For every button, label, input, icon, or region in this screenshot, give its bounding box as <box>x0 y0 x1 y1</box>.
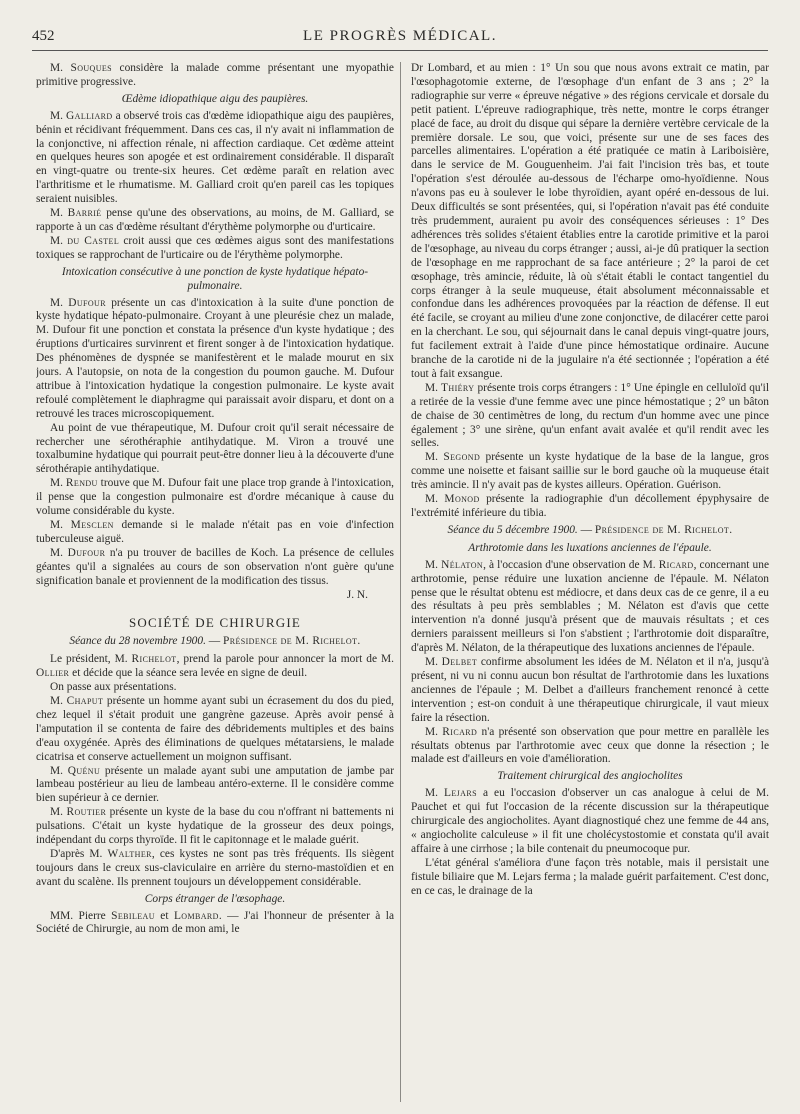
text-run: , ces kystes ne sont pas très fréquents. Ils siègent toujours dans le creux sus-claviculaire en arrière du sterno-mastoïdien et en avant du scalène. Ils prennent toujours un développement considérable. <box>36 847 394 888</box>
text-run: présente un malade ayant subi une amputation de jambe par lambeau postérieur au lieu de lambeau antéro-externe. Il le considère comme bien supérieur à ce dernier. <box>36 764 394 805</box>
text-run: présente un cas d'intoxication à la suite d'une ponction de kyste hydatique hépato-pulmonaire. Croyant à une pleurésie chez un malade, M. Dufour fit une ponction et constata la présence d'un kyste hydatique ; des éruptions d'urticaires survinrent et firent songer à de l'intoxication hydatique. Des phénomènes de dyspnée se manifestèrent et le malade mourut en six jours. A l'autopsie, on nota de la congestion du poumon gauche. M. Dufour attribue à l'intoxication hydatique la congestion pulmonaire. Le kyste avait refoulé complètement le diaphragme qui paraissait avoir disparu, et dont on a retrouvé les traces microscopiquement. <box>36 296 394 420</box>
paragraph <box>36 297 394 422</box>
session-date: Séance du 28 novembre 1900. <box>69 635 206 648</box>
paragraph <box>411 382 769 452</box>
text-run: Le président, M. <box>50 653 132 666</box>
text-run: M. <box>425 725 443 738</box>
text-run: , concernant une arthrotomie, pense réduire une luxation ancienne de l'épaule. M. Nélaton pense que le résultat obtenu est médiocre, et dans deux cas de ce genre, il a eu des résultats à peu près semblables ; M. Nélaton est d'avis que cette intervention n'a donné jusqu'à présent que de mauvais résultats ; et ces derniers paraissent meilleurs si l'on s'abstient ; l'arthrotomie doit disparaître, d'après M. Nélaton, de la thérapeutique des luxations anciennes de l'épaule. <box>411 558 769 655</box>
person-name: Richelot <box>131 653 177 666</box>
text-run: M. <box>50 806 67 819</box>
paragraph <box>36 477 394 519</box>
text-run: présente un homme ayant subi un écrasement du dos du pied, chez lequel il s'était produit une gangrène gazeuse. Après avoir pensé à l'amputation il se contenta de faire des débridements multiples et des bains d'eau oxygénée. Après des éliminations de quelques métatarsiens, le malade cicatrisa et conserve actuellement un moignon suffisant. <box>36 694 394 763</box>
paragraph <box>36 207 394 235</box>
text-run: n'a présenté son observation que pour mettre en parallèle les résultats obtenus par l'arthrotomie avec ceux que donne la résection ; le malade est d'ailleurs en voie d'amélioration. <box>411 725 769 766</box>
text-run: On passe aux présentations. <box>50 681 177 694</box>
text-run: a eu l'occasion d'observer un cas analogue à celui de M. Pauchet et qui fut l'occasion de la récente discussion sur la thérapeutique chirurgicale des angiocholites. Ayant diagnostiqué chez une femme de 44 ans, « angiocholite calculeuse » il fit une cholécystostomie et constata qu'il avait affaire à une cirrhose ; la bile contenait du pneumocoque pur. <box>411 787 769 855</box>
text-run: et <box>154 909 174 922</box>
text-run: MM. Pierre <box>50 909 112 922</box>
text-run: croit aussi que ces œdèmes aigus sont des manifestations toxiques se rapprochant de l'urticaire ou de l'érythème polymorphe. <box>36 234 394 261</box>
person-name: Barrié <box>67 207 102 220</box>
person-name: Dufour <box>67 546 106 559</box>
text-run: et décide que la séance sera levée en signe de deuil. <box>69 667 308 680</box>
paragraph <box>411 493 769 521</box>
paragraph <box>36 547 394 589</box>
paragraph <box>411 62 769 382</box>
paragraph <box>36 235 394 263</box>
text-run: M. <box>50 519 71 531</box>
page-number: 452 <box>32 28 55 44</box>
paragraph <box>36 910 394 938</box>
text-run: considère la malade comme présentant une myopathie primitive progressive. <box>36 62 394 88</box>
session-date: Séance du 5 décembre 1900. <box>447 523 578 536</box>
subsection-heading: Corps étranger de l'œsophage. <box>144 892 286 905</box>
paragraph <box>36 848 394 890</box>
paragraph <box>411 726 769 768</box>
paragraph <box>411 451 769 493</box>
paragraph <box>411 559 769 656</box>
person-name: du Castel <box>67 234 120 247</box>
session-president: Richelot. <box>684 523 733 536</box>
person-name: Walther <box>107 847 152 860</box>
text-run: M. <box>425 656 442 669</box>
person-name: Galliard <box>66 109 113 122</box>
right-column <box>411 62 769 1106</box>
paragraph <box>36 806 394 848</box>
paragraph <box>411 787 769 857</box>
journal-title: LE PROGRÈS MÉDICAL. <box>303 28 497 44</box>
text-run: M. <box>425 558 442 571</box>
page-header <box>32 26 768 51</box>
paragraph <box>36 653 394 681</box>
text-run: présente la radiographie d'un décollement épyphysaire de l'extrémité inférieure du tibia. <box>411 493 769 519</box>
person-name: Segond <box>443 451 481 464</box>
text-run: . — J'ai l'honneur de présenter à la Société de Chirurgie, au nom de mon ami, le <box>36 909 394 936</box>
text-run: M. <box>50 109 67 122</box>
person-name: Ollier <box>36 667 70 680</box>
person-name: Mesclen <box>70 519 114 531</box>
paragraph <box>36 765 394 807</box>
text-run: présente trois corps étrangers : 1° Une épingle en celluloïd qu'il a retirée de la vessie d'une femme avec une pince hémostatique ; 2° un bâton de chaise de 30 centimètres de long, du rectum d'un homme avec une pince également ; 3° une sirène, qu'un enfant avait avalée et qu'il rendit avec les selles. <box>411 381 769 450</box>
paragraph <box>411 656 769 726</box>
person-name: Thiéry <box>441 381 475 394</box>
text-run: pense qu'une des observations, au moins, de M. Galliard, se rapporte à un cas d'œdème résultant d'érythème polymorphe ou d'urticaire. <box>36 207 394 233</box>
text-run: a observé trois cas d'œdème idiopathique aigu des paupières, bénin et récidivant fréquemment. Dans ces cas, il n'y avait ni inflammation de la conjonctive, ni affection rénale, ni affection cardiaque. Cet œdème atteint en quelques heures son apogée et est ordinairement considérable. Il disparaît en vingt-quatre ou trente-six heures. Cet œdème paraît en relation avec l'arthritisme et le rhumatisme. M. Galliard croit qu'en pareil cas les topiques seraient nuisibles. <box>36 109 394 206</box>
subsection-heading: Œdème idiopathique aigu des paupières. <box>121 92 309 105</box>
person-name: Nélaton <box>441 558 484 571</box>
text-run: L'état général s'améliora d'une façon très notable, mais il persistait une fistule biliaire que M. Lejars ferma ; la malade guérit parfaitement. C'est donc, en ce cas, le drainage de la <box>411 856 769 897</box>
paragraph <box>36 695 394 765</box>
person-name: Monod <box>444 493 480 506</box>
person-name: Quénu <box>67 764 101 777</box>
text-run: D'après M. <box>50 847 108 860</box>
person-name: Ricard <box>658 558 694 571</box>
person-name: Lombard <box>173 909 219 922</box>
text-run: M. <box>425 451 444 464</box>
text-run: présente un kyste hydatique de la base de la langue, gros comme une noisette et faisant saillie sur le bord gauche où la muqueuse était très amincie. Il n'y avait pas de kystes ailleurs. Opération. Guérison. <box>411 451 769 492</box>
column-divider <box>400 62 401 1102</box>
text-run: M. <box>50 62 71 74</box>
session-separator: — <box>577 523 595 536</box>
text-run: M. <box>50 546 68 559</box>
paragraph <box>36 110 394 207</box>
session-separator: — <box>205 635 224 648</box>
text-run: M. <box>50 477 66 490</box>
text-run: , prend la parole pour annoncer la mort de M. <box>176 653 394 666</box>
text-run: trouve que M. Dufour fait une place trop grande à l'intoxication, il pense que la congestion pulmonaire est d'ordre mécanique à cause du volume considérable du kyste. <box>36 477 394 518</box>
session-president: Richelot. <box>312 635 361 648</box>
text-run: M. <box>425 493 445 506</box>
signature: J. N. <box>346 588 368 601</box>
person-name: Souques <box>70 62 113 74</box>
section-title: SOCIÉTÉ DE CHIRURGIE <box>128 615 302 631</box>
paragraph <box>36 62 394 90</box>
left-column <box>36 62 394 1106</box>
paragraph <box>411 857 769 899</box>
text-run: M. <box>50 234 68 247</box>
session-line <box>36 635 394 649</box>
person-name: Rendu <box>65 477 98 490</box>
subsection-heading: Traitement chirurgical des angiocholites <box>497 770 683 783</box>
text-run: demande si le malade n'était pas en voie d'infection tuberculeuse aiguë. <box>36 519 394 545</box>
person-name: Lejars <box>444 787 477 800</box>
text-run: n'a pu trouver de bacilles de Koch. La présence de cellules géantes qu'il a signalées au cours de son observation n'ont guère qu'une signification banale et proviennent de la modification des tissus. <box>36 546 394 587</box>
person-name: Sebileau <box>111 909 155 922</box>
subsection-heading: Arthrotomie dans les luxations anciennes de l'épaule. <box>468 541 712 554</box>
person-name: Delbet <box>441 656 478 669</box>
text-run: Dr Lombard, et au mien : 1° Un sou que nous avons extrait ce matin, par l'œsophagotomie externe, de l'œsophage d'un enfant de 3 ans ; 2° la radiographie sur verre « épreuve négative » des régions cervicale et dorsale du petit patient. L'épreuve radiographique, très nette, montre le corps étranger placé de face, au droit du disque qui sépare la dernière vertèbre cervicale de la première dorsale. Le sou, que voici, présente sur une de ses faces des parcelles alimentaires. L'opération a été pratiquée ce matin à Lariboisière, dans le service de M. Gouguenheim. J'ai fait l'incision très bas, et toute l'opération s'est déroulée au-dessous de l'écharpe omo-hyoïdienne. Nous n'avons pas eu à soulever le lobe thyroïdien, ayant opéré en-dessous de lui. Deux difficultés se sont présentées, qui, si l'opération n'avait pas été conduite très prudemment, auraient pu avoir des conséquences sérieuses : 1° Des adhérences très solides s'étaient établies entre la carotide primitive et la paroi de l'œsophage, au niveau du corps étranger ; aussi, ai-je dû pratiquer la section de l'œsophage en me rapprochant de sa face antérieure ; 2° la paroi de cet œsophage, très amincie, réduite, là où s'était établi le contact tangentiel du corps étranger à la seule muqueuse, était absolument méconnaissable et confondue dans les adhérences provoquées par la réaction de défense. Il eut été facile, se croyant au milieu d'une zone conjonctive, de dilacérer cette paroi en la cherchant. Le sou, qui séjournait dans le canal depuis vingt-quatre jours, fut facilement extrait à l'aide d'une pince hémostatique ordinaire. Aucune branche de la carotide ni de la jugulaire n'a été sectionnée ; l'opération a été tout à fait exsangue. <box>411 62 769 380</box>
person-name: Dufour <box>68 296 106 309</box>
text-run: M. <box>50 694 67 707</box>
text-run: présente un kyste de la base du cou n'offrant ni battements ni pulsations. C'était un kyste hydatique de la grosseur des deux poings, indépendant du corps thyroïde. Il fit le capitonnage et le malade guérit. <box>36 806 394 847</box>
text-run: Au point de vue thérapeutique, M. Dufour croit qu'il serait nécessaire de rechercher une sérothéraphie antihydatique. M. Viron a trouvé une toxalbumine hydatique qui pourrait peut-être donner lieu à la découverte d'une sérothérapie antihydatique. <box>36 421 394 476</box>
text-run: confirme absolument les idées de M. Nélaton et il n'a, jusqu'à présent, ni vu ni connu aucun bon résultat de l'arthrotomie dans les luxations anciennes de l'épaule ; M. Delbet a d'ailleurs franchement renoncé à cette intervention ; est-on conduit à une thérapeutique chirurgicale, il vaut mieux faire la résection. <box>411 656 769 724</box>
text-run: M. <box>425 381 442 394</box>
person-name: Ricard <box>442 725 478 738</box>
paragraph <box>36 422 394 478</box>
subsection-heading: Intoxication consécutive à une ponction de kyste hydatique hépato-pulmonaire. <box>61 265 369 292</box>
person-name: Routier <box>66 806 107 819</box>
paragraph <box>36 519 394 547</box>
text-run: M. <box>425 787 444 800</box>
text-run: M. <box>50 764 68 777</box>
session-presidency: Présidence de M. <box>594 523 685 536</box>
session-presidency: Présidence de M. <box>223 635 313 648</box>
person-name: Chaput <box>66 694 104 707</box>
paragraph <box>36 681 394 695</box>
text-run: M. <box>50 296 69 309</box>
text-run: M. <box>50 207 68 220</box>
session-line <box>411 524 769 538</box>
text-run: , à l'occasion d'une observation de M. <box>483 558 659 571</box>
